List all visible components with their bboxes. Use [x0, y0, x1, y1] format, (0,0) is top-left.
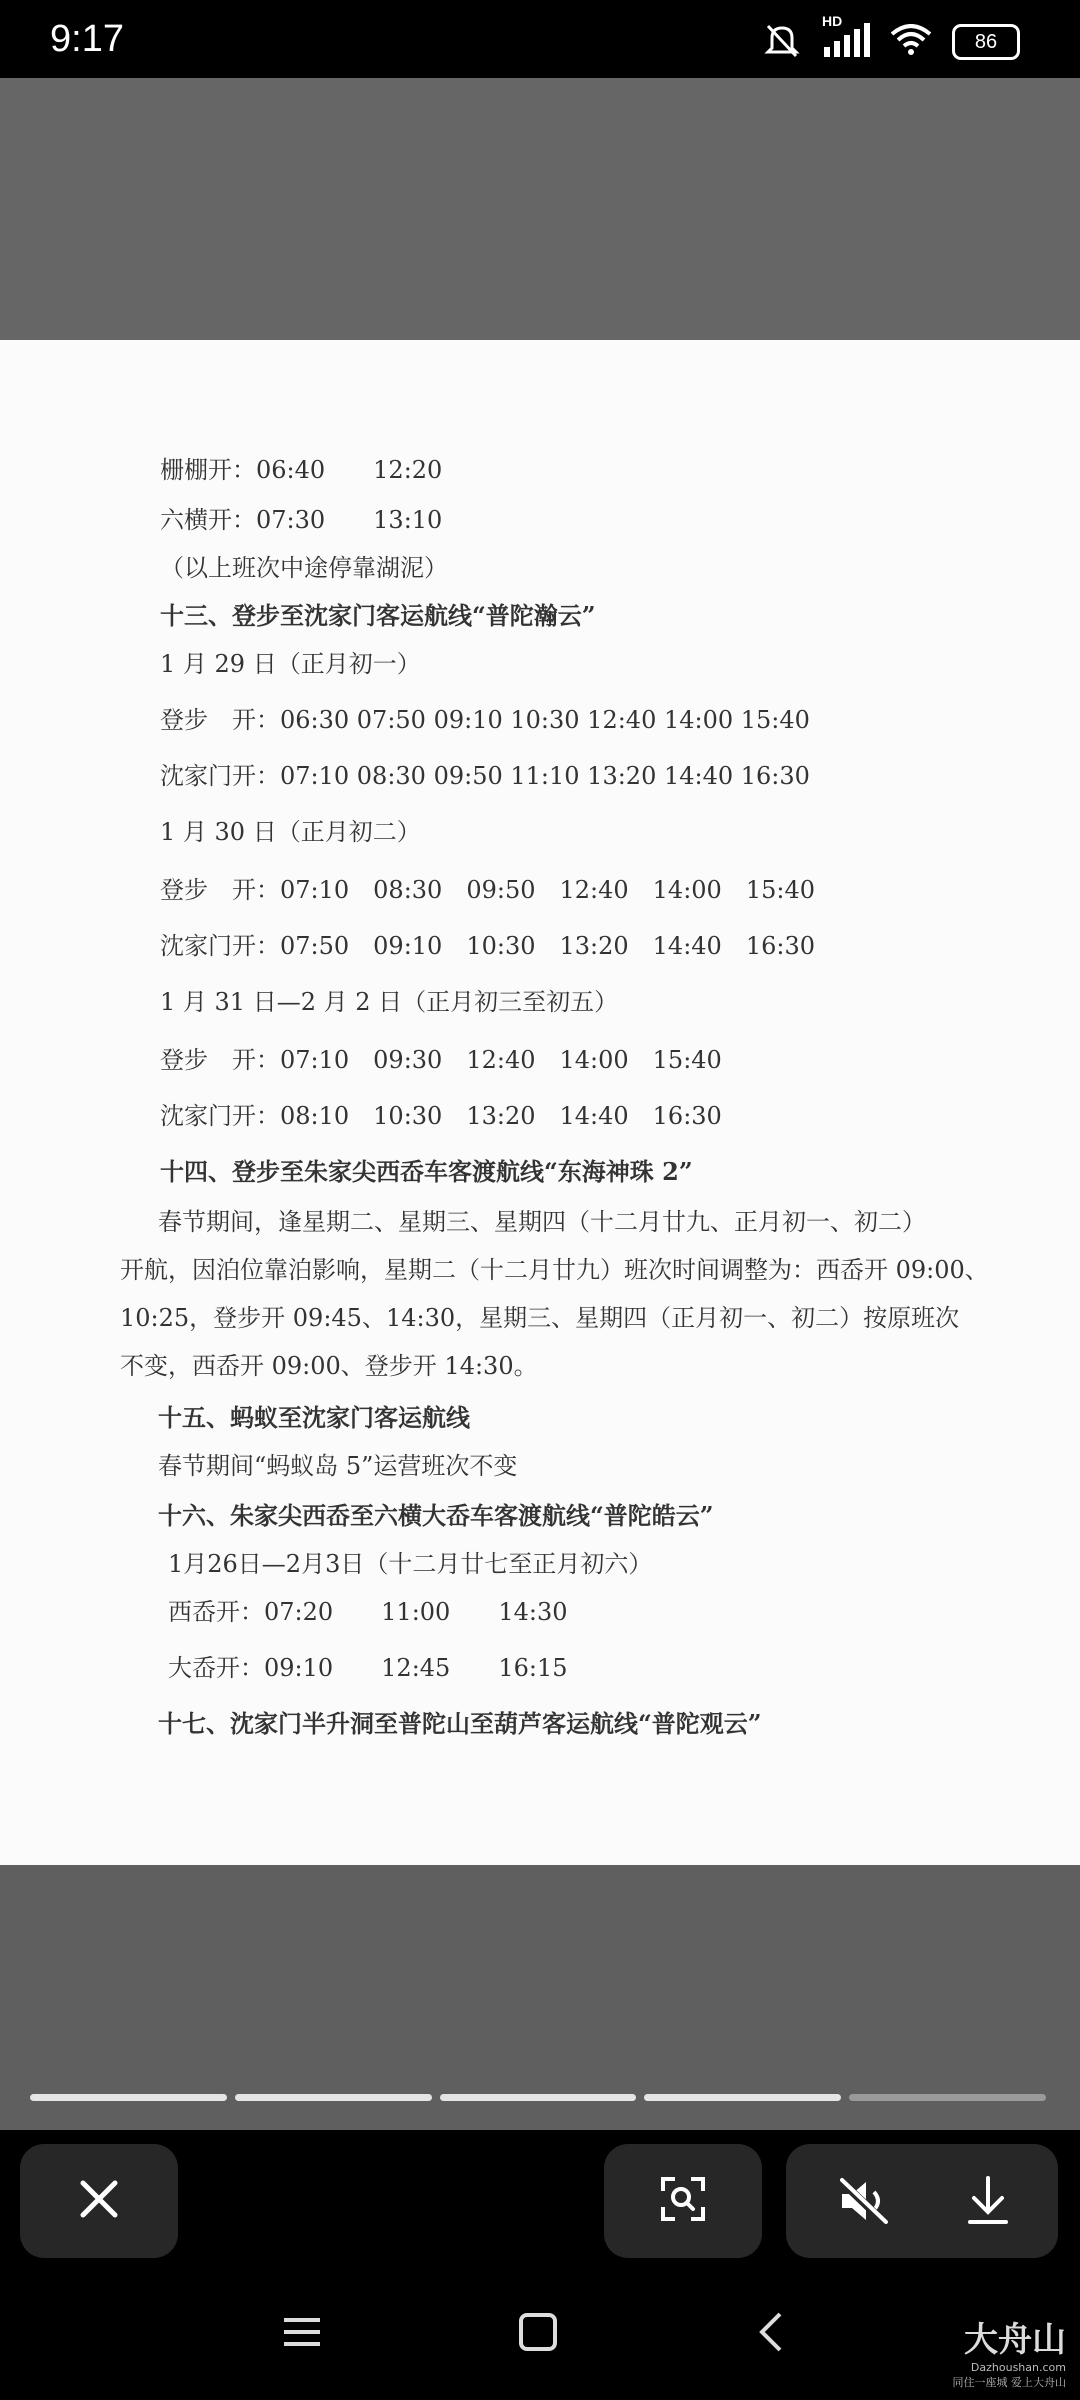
signal-type-label: HD [822, 13, 843, 29]
mute-bell-icon [762, 22, 802, 62]
cell-signal-icon [822, 13, 870, 61]
home-square-icon [518, 2312, 558, 2352]
doc-line: 1月26日—2月3日（十二月廿七至正月初六） [168, 1550, 653, 1578]
doc-line: 登步 开：06:30 07:50 09:10 10:30 12:40 14:00 15:40 [160, 706, 810, 734]
doc-line: 10:25，登步开 09:45、14:30，星期三、星期四（正月初一、初二）按原班次 [120, 1304, 960, 1332]
watermark-slogan: 同住一座城 爱上大舟山 [952, 2376, 1066, 2389]
doc-line: 栅棚开：06:40 12:20 [160, 456, 443, 484]
doc-line: 1 月 29 日（正月初一） [160, 650, 421, 678]
doc-line: 1 月 30 日（正月初二） [160, 818, 421, 846]
home-nav-button[interactable] [518, 2312, 558, 2356]
battery-indicator: 86 [952, 24, 1020, 60]
menu-nav-button[interactable] [282, 2312, 322, 2356]
doc-line: 开航，因泊位靠泊影响，星期二（十二月廿九）班次时间调整为：西岙开 09:00、 [120, 1256, 989, 1284]
close-icon [77, 2177, 121, 2225]
back-nav-button[interactable] [756, 2312, 786, 2356]
watermark-brand: 大舟山 [964, 2320, 1066, 2360]
mute-button[interactable] [836, 2176, 892, 2230]
image-page-indicator [30, 2094, 1046, 2101]
doc-line: （以上班次中途停靠湖泥） [160, 554, 448, 582]
doc-line: 春节期间“蚂蚁岛 5”运营班次不变 [158, 1452, 518, 1480]
doc-line: 西岙开：07:20 11:00 14:30 [168, 1598, 568, 1626]
viewer-background-bottom [0, 1865, 1080, 2130]
page-segment [235, 2094, 432, 2101]
doc-line: 春节期间，逢星期二、星期三、星期四（十二月廿九、正月初一、初二） [158, 1208, 926, 1236]
watermark-logo [953, 2312, 1067, 2390]
download-button[interactable] [966, 2174, 1010, 2230]
doc-line: 登步 开：07:10 09:30 12:40 14:00 15:40 [160, 1046, 722, 1074]
status-icons [762, 13, 1020, 62]
doc-line: 沈家门开：07:10 08:30 09:50 11:10 13:20 14:40 16:30 [160, 762, 810, 790]
page-segment [440, 2094, 637, 2101]
viewer-background-top [0, 78, 1080, 340]
watermark-url: Dazhoushan.com [970, 2361, 1066, 2374]
viewer-toolbar [0, 2130, 1080, 2280]
wifi-icon [890, 24, 932, 60]
media-actions-group [786, 2144, 1058, 2258]
page-segment [644, 2094, 841, 2101]
doc-heading: 十六、朱家尖西岙至六横大岙车客渡航线“普陀皓云” [158, 1501, 714, 1530]
scan-button[interactable] [604, 2144, 762, 2258]
close-button[interactable] [20, 2144, 178, 2258]
doc-line: 不变，西岙开 09:00、登步开 14:30。 [120, 1352, 538, 1380]
doc-line: 沈家门开：07:50 09:10 10:30 13:20 14:40 16:30 [160, 932, 815, 960]
doc-line: 沈家门开：08:10 10:30 13:20 14:40 16:30 [160, 1102, 722, 1130]
document-text [0, 340, 1080, 1865]
system-nav-bar [0, 2280, 1080, 2400]
doc-heading: 十七、沈家门半升洞至普陀山至葫芦客运航线“普陀观云” [158, 1709, 762, 1738]
scan-icon [659, 2175, 707, 2227]
document-image[interactable] [0, 340, 1080, 1865]
menu-icon [282, 2312, 322, 2352]
doc-heading: 十三、登步至沈家门客运航线“普陀瀚云” [160, 601, 596, 630]
download-icon [966, 2174, 1010, 2226]
mute-icon [836, 2176, 892, 2226]
doc-line: 大岙开：09:10 12:45 16:15 [168, 1654, 568, 1682]
doc-heading: 十五、蚂蚁至沈家门客运航线 [158, 1403, 470, 1432]
page-segment [849, 2094, 1046, 2101]
page-segment [30, 2094, 227, 2101]
status-bar [0, 0, 1080, 78]
clock: 9:17 [50, 18, 124, 60]
doc-line: 六横开：07:30 13:10 [160, 506, 443, 534]
doc-line: 登步 开：07:10 08:30 09:50 12:40 14:00 15:40 [160, 876, 815, 904]
back-chevron-icon [756, 2312, 786, 2352]
doc-heading: 十四、登步至朱家尖西岙车客渡航线“东海神珠 2” [160, 1157, 693, 1186]
doc-line: 1 月 31 日—2 月 2 日（正月初三至初五） [160, 988, 619, 1016]
